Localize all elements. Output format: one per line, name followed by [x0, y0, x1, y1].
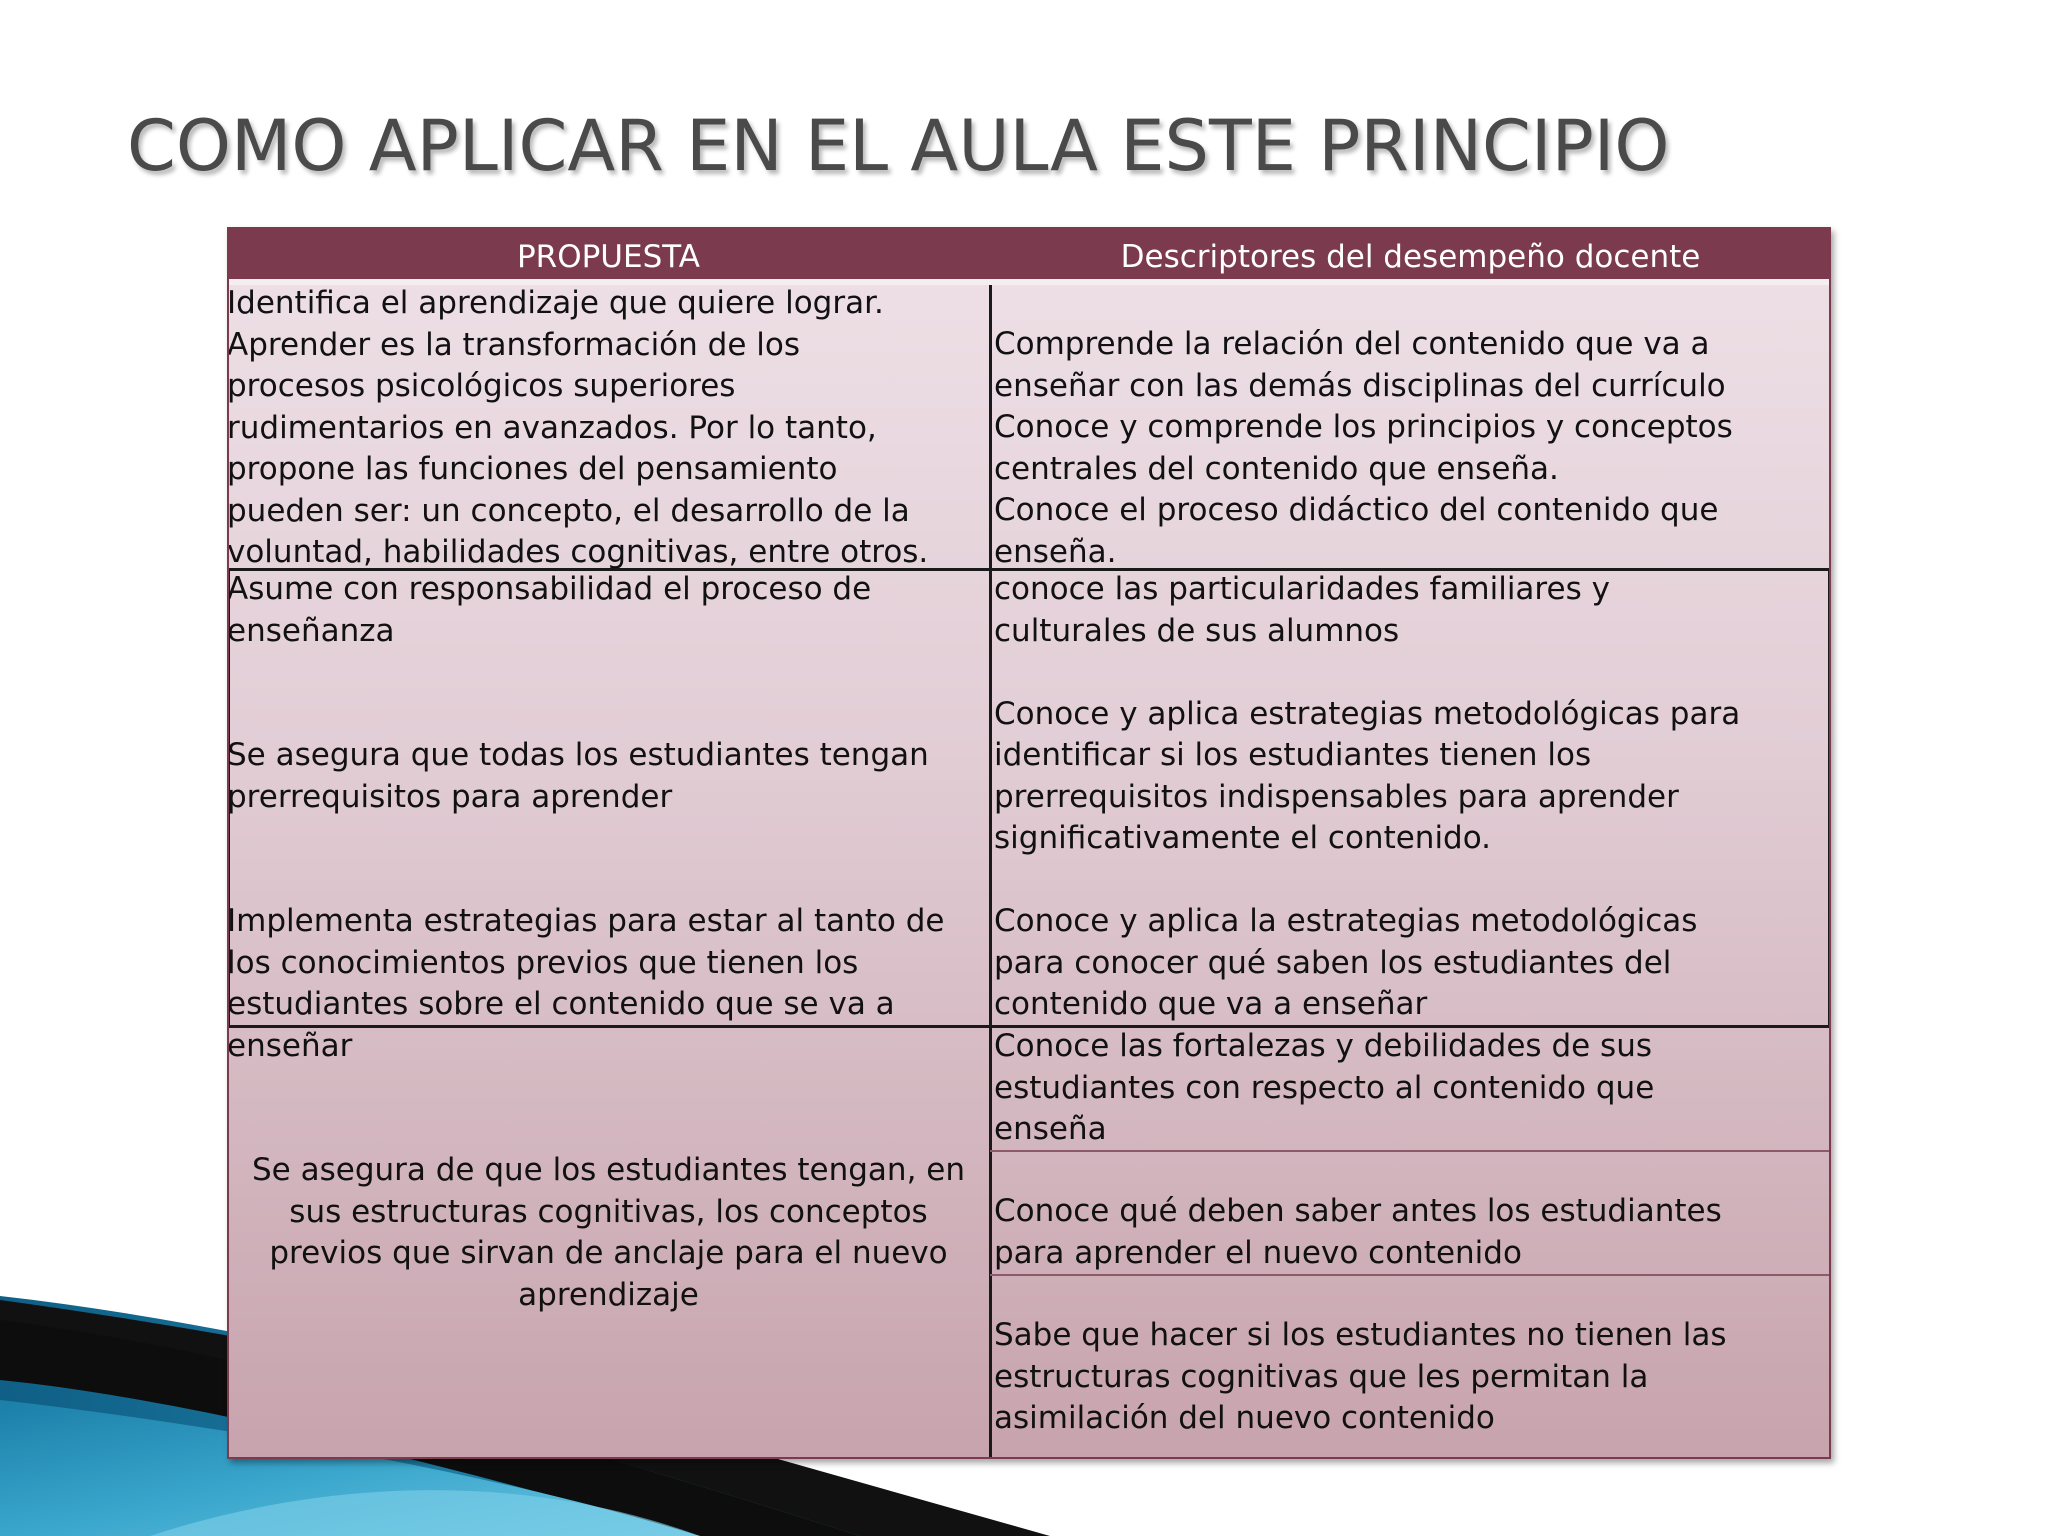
row1-descriptor: Comprende la relación del contenido que va a enseñar con las demás disciplinas del currículo Conoce y comprende los principios y conceptos centrales del contenido que enseña. Conoce el proceso didáctico del contenido que enseña.: [994, 326, 1733, 570]
row2-descriptor: conoce las particularidades familiares y culturales de sus alumnos Conoce y aplica estrategias metodológicas para identificar si los estudiantes tienen los prerrequisitos indispensables para aprender significativamente el contenido. Conoce y aplica la estrategias metodológicas para conocer qué saben los estudiantes del contenido que va a enseñar: [994, 571, 1741, 1022]
row3-descriptor-fortalezas: Conoce las fortalezas y debilidades de sus estudiantes con respecto al contenido que enseña: [994, 1028, 1655, 1147]
subrow-divider-2: [990, 1274, 1831, 1276]
header-propuesta: PROPUESTA: [516, 239, 701, 275]
principle-table: [227, 227, 1831, 1459]
row1-propuesta: Identifica el aprendizaje que quiere lograr. Aprender es la transformación de los procesos psicológicos superiores rudimentarios en avanzados. Por lo tanto, propone las funciones del pensamiento pueden ser: un concepto, el desarrollo de la voluntad, habilidades cognitivas, entre otros.: [227, 285, 929, 570]
slide-title: COMO APLICAR EN EL AULA ESTE PRINCIPIO: [127, 105, 1670, 187]
header-descriptores: Descriptores del desempeño docente: [1120, 239, 1701, 275]
row3-descriptor-sabe-que-hacer: Sabe que hacer si los estudiantes no tienen las estructuras cognitivas que les permitan la asimilación del nuevo contenido: [994, 1317, 1727, 1436]
row2-propuesta: Asume con responsabilidad el proceso de enseñanza Se asegura que todas los estudiantes tengan prerrequisitos para aprender Implementa estrategias para estar al tanto de los conocimientos previos que tienen los estudiantes sobre el contenido que se va a enseñar: [227, 571, 945, 1064]
row3-descriptor-saber-antes: Conoce qué deben saber antes los estudiantes para aprender el nuevo contenido: [994, 1193, 1722, 1271]
row3-propuesta: Se asegura de que los estudiantes tengan, en sus estructuras cognitivas, los conceptos previos que sirvan de anclaje para el nuevo aprendizaje: [252, 1152, 965, 1313]
